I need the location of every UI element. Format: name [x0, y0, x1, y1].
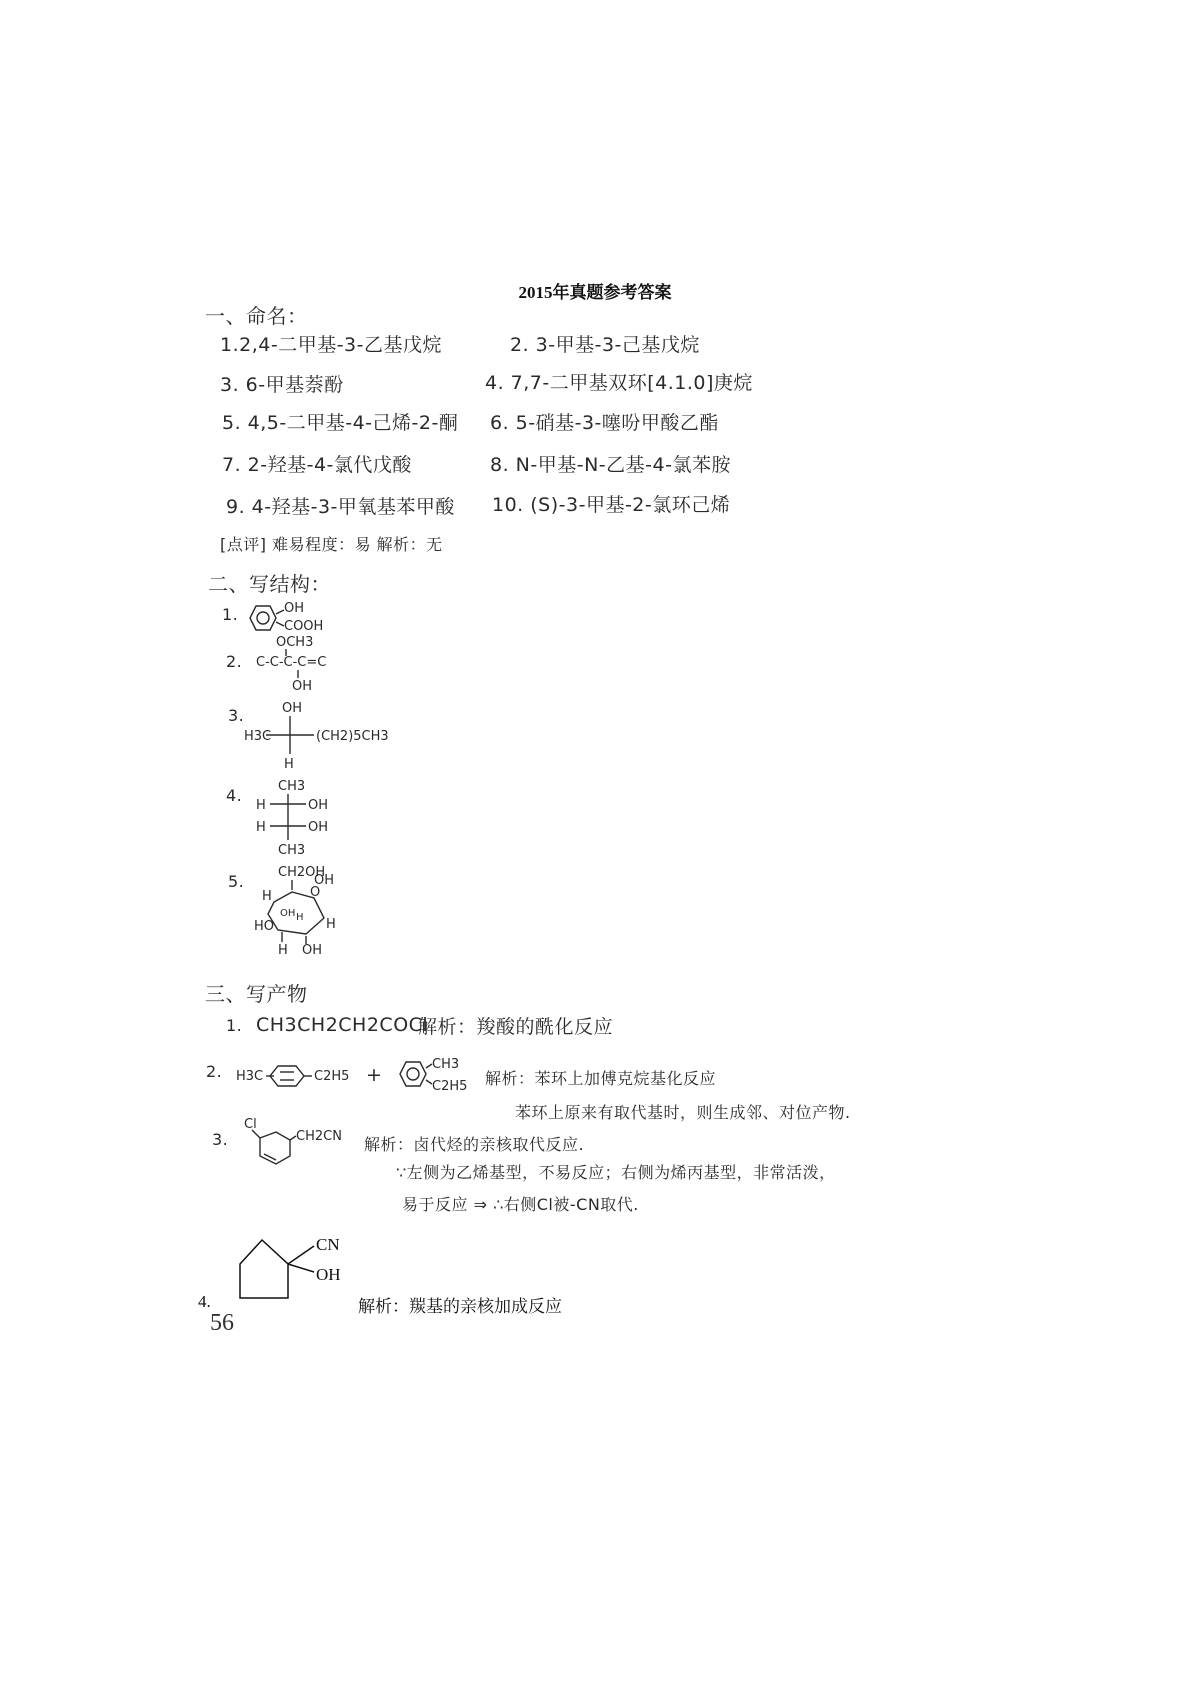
product-4-cn: CN [316, 1235, 340, 1254]
structure-3-left-group: H3C [244, 729, 272, 744]
naming-item-2: 2. 3-甲基-3-己基戊烷 [510, 334, 700, 356]
structure-5-oh-inner: OH [280, 908, 296, 919]
structure-5-h3: H [278, 943, 288, 958]
structure-2-chain: C-C-C-C=C [256, 655, 327, 670]
product-2-sub-c2h5: C2H5 [432, 1079, 468, 1094]
structure-4-bottom-group: CH3 [278, 843, 306, 858]
structure-3-fischer-projection [244, 700, 414, 770]
structure-5-oh2: OH [302, 943, 323, 958]
product-2-note-2: 苯环上原来有取代基时，则生成邻、对位产物. [515, 1103, 851, 1122]
product-4-oh: OH [316, 1265, 341, 1284]
structure-3-bottom-group: H [284, 757, 294, 772]
naming-item-5: 5. 4,5-二甲基-4-己烯-2-酮 [222, 412, 459, 434]
structure-3-right-group: (CH2)5CH3 [316, 729, 389, 744]
structure-5-h2: H [326, 917, 336, 932]
product-3-cl: Cl [244, 1117, 257, 1132]
product-2-para-product [236, 1056, 366, 1096]
structure-5-oh1: OH [314, 873, 335, 888]
structure-4-label: 4. [226, 786, 243, 805]
structure-5-ho: HO [254, 919, 275, 934]
structure-4-h2: H [256, 820, 266, 835]
product-2-label: 2. [206, 1062, 223, 1081]
structure-3-top-group: OH [282, 701, 303, 716]
naming-item-10: 10. (S)-3-甲基-2-氯环己烯 [492, 494, 731, 516]
product-2-left-group: H3C [236, 1069, 264, 1084]
page-title: 2015年真题参考答案 [518, 283, 672, 302]
structure-1-label: 1. [222, 605, 239, 624]
structure-2-bottom-group: OH [292, 679, 313, 694]
naming-item-8: 8. N-甲基-N-乙基-4-氯苯胺 [490, 454, 731, 476]
structure-4-fischer-projection [254, 778, 344, 858]
structure-1-oh: OH [284, 601, 305, 616]
product-3-group: CH2CN [296, 1129, 342, 1144]
structure-4-oh2: OH [308, 820, 329, 835]
product-4-note: 解析：羰基的亲核加成反应 [358, 1297, 562, 1316]
structure-2-label: 2. [226, 652, 243, 671]
structure-1-labels [284, 600, 344, 640]
naming-item-7: 7. 2-羟基-4-氯代戊酸 [222, 454, 412, 476]
page-number: 56 [210, 1310, 234, 1336]
naming-item-3: 3. 6-甲基萘酚 [220, 374, 344, 396]
structure-5-top-group: CH2OH [278, 865, 326, 880]
structure-5-glucose-haworth [252, 864, 362, 964]
product-4-label: 4. [198, 1292, 211, 1311]
product-2-right-group: C2H5 [314, 1069, 350, 1084]
structure-4-oh1: OH [308, 798, 329, 813]
structure-3-label: 3. [228, 706, 245, 725]
product-3-structure [238, 1116, 348, 1166]
naming-item-1: 1.2,4-二甲基-3-乙基戊烷 [220, 334, 443, 356]
structure-2 [256, 636, 376, 696]
product-3-note-2: ∵左侧为乙烯基型，不易反应；右侧为烯丙基型，非常活泼， [396, 1163, 836, 1182]
naming-item-6: 6. 5-硝基-3-噻吩甲酸乙酯 [490, 412, 719, 434]
structure-4-top-group: CH3 [278, 779, 306, 794]
section-1-comment: [点评] 难易程度：易 解析：无 [220, 535, 443, 554]
section-3-heading: 三、写产物 [205, 982, 308, 1006]
structure-5-ring-o: O [310, 885, 321, 900]
structure-2-top-group: OCH3 [276, 635, 314, 650]
product-2-note-1: 解析：苯环上加傅克烷基化反应 [485, 1069, 717, 1088]
structure-1-cooh: COOH [284, 619, 324, 634]
product-3-note-1: 解析：卤代烃的亲核取代反应. [364, 1135, 585, 1154]
product-1-note: 解析：羧酸的酰化反应 [418, 1016, 614, 1038]
product-3-note-3: 易于反应 ⇒ ∴右侧Cl被-CN取代. [402, 1195, 639, 1214]
product-3-label: 3. [212, 1130, 229, 1149]
product-4-cyclopentanone-cyanohydrin [232, 1228, 362, 1308]
section-2-heading: 二、写结构： [208, 572, 331, 596]
product-1-formula: CH3CH2CH2COCl [256, 1014, 429, 1036]
naming-item-4: 4. 7,7-二甲基双环[4.1.0]庚烷 [485, 372, 753, 394]
product-2-sub-ch3: CH3 [432, 1057, 460, 1072]
product-1-label: 1. [226, 1016, 243, 1035]
structure-4-h1: H [256, 798, 266, 813]
structure-5-h1: H [262, 889, 272, 904]
section-1-heading: 一、命名： [205, 304, 308, 328]
product-2-ortho-product [398, 1054, 478, 1100]
product-2-plus: + [366, 1064, 383, 1086]
structure-5-h-inner: H [296, 912, 304, 923]
structure-5-label: 5. [228, 872, 245, 891]
naming-item-9: 9. 4-羟基-3-甲氧基苯甲酸 [226, 496, 455, 518]
